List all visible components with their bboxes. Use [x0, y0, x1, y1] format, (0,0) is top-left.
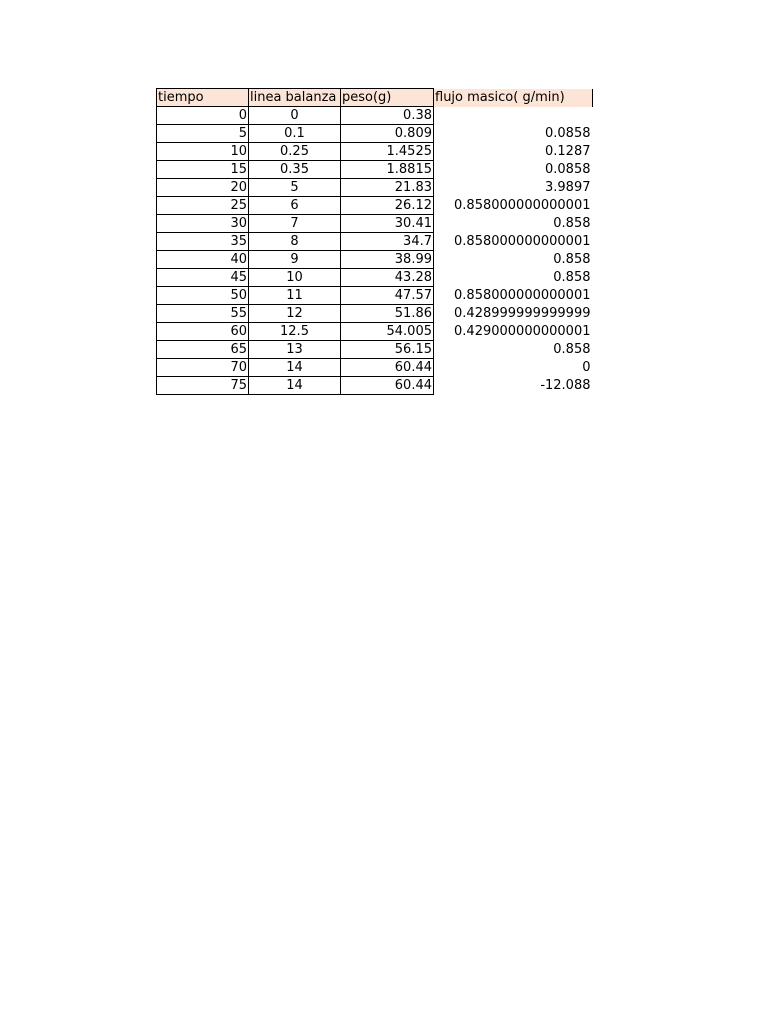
cell-flujo-masico[interactable]: 0.858 [553, 342, 591, 357]
table-row [157, 287, 593, 305]
header-row [157, 89, 593, 107]
table-row [157, 125, 593, 143]
cell-tiempo[interactable]: 75 [157, 377, 249, 395]
table-row [157, 323, 593, 341]
cell-linea-balanza[interactable]: 0.1 [249, 125, 341, 143]
cell-tiempo[interactable]: 0 [157, 107, 249, 125]
table-row [157, 197, 593, 215]
cell-linea-balanza[interactable]: 9 [249, 251, 341, 269]
cell-peso[interactable]: 1.4525 [341, 143, 434, 161]
header-linea-balanza[interactable]: linea balanza [249, 89, 341, 107]
cell-tiempo[interactable]: 45 [157, 269, 249, 287]
cell-peso[interactable]: 60.44 [341, 359, 434, 377]
cell-flujo-masico[interactable]: 0.1287 [545, 144, 591, 159]
cell-peso[interactable]: 0.38 [341, 107, 434, 125]
cell-tiempo[interactable]: 40 [157, 251, 249, 269]
cell-tiempo[interactable]: 35 [157, 233, 249, 251]
table-row [157, 251, 593, 269]
table-row [157, 377, 593, 395]
cell-tiempo[interactable]: 30 [157, 215, 249, 233]
cell-linea-balanza[interactable]: 11 [249, 287, 341, 305]
cell-linea-balanza[interactable]: 14 [249, 359, 341, 377]
table-row [157, 107, 593, 125]
cell-flujo-masico[interactable]: 0.0858 [545, 162, 591, 177]
cell-peso[interactable]: 60.44 [341, 377, 434, 395]
cell-flujo-masico[interactable]: 0 [582, 360, 591, 375]
header-flujo-masico[interactable]: flujo masico( g/min) [434, 89, 593, 107]
cell-tiempo[interactable]: 70 [157, 359, 249, 377]
table-row [157, 143, 593, 161]
table-row [157, 269, 593, 287]
cell-linea-balanza[interactable]: 6 [249, 197, 341, 215]
cell-flujo-masico[interactable]: 0.858000000000001 [454, 198, 591, 213]
cell-peso[interactable]: 34.7 [341, 233, 434, 251]
table-row [157, 161, 593, 179]
cell-flujo-masico[interactable]: 0.0858 [545, 126, 591, 141]
cell-peso[interactable]: 43.28 [341, 269, 434, 287]
cell-tiempo[interactable]: 10 [157, 143, 249, 161]
cell-peso[interactable]: 56.15 [341, 341, 434, 359]
header-peso[interactable]: peso(g) [341, 89, 434, 107]
cell-linea-balanza[interactable]: 0.25 [249, 143, 341, 161]
cell-tiempo[interactable]: 20 [157, 179, 249, 197]
table-row [157, 341, 593, 359]
cell-peso[interactable]: 54.005 [341, 323, 434, 341]
table-row [157, 305, 593, 323]
cell-tiempo[interactable]: 15 [157, 161, 249, 179]
cell-peso[interactable]: 1.8815 [341, 161, 434, 179]
header-tiempo[interactable]: tiempo [157, 89, 249, 107]
cell-linea-balanza[interactable]: 12.5 [249, 323, 341, 341]
cell-tiempo[interactable]: 5 [157, 125, 249, 143]
cell-flujo-masico[interactable] [434, 107, 593, 125]
cell-linea-balanza[interactable]: 0 [249, 107, 341, 125]
cell-flujo-masico[interactable]: 0.858000000000001 [454, 288, 591, 303]
cell-tiempo[interactable]: 60 [157, 323, 249, 341]
cell-linea-balanza[interactable]: 13 [249, 341, 341, 359]
cell-linea-balanza[interactable]: 5 [249, 179, 341, 197]
cell-flujo-masico[interactable]: 0.858 [553, 270, 591, 285]
cell-peso[interactable]: 51.86 [341, 305, 434, 323]
table-row [157, 179, 593, 197]
data-table [156, 88, 593, 395]
cell-flujo-masico[interactable]: 3.9897 [545, 180, 591, 195]
cell-tiempo[interactable]: 65 [157, 341, 249, 359]
cell-tiempo[interactable]: 25 [157, 197, 249, 215]
cell-flujo-masico[interactable]: 0.428999999999999 [454, 306, 591, 321]
table-row [157, 233, 593, 251]
cell-tiempo[interactable]: 55 [157, 305, 249, 323]
cell-flujo-masico[interactable]: 0.858 [553, 252, 591, 267]
table-row [157, 359, 593, 377]
cell-linea-balanza[interactable]: 8 [249, 233, 341, 251]
cell-flujo-masico[interactable]: 0.429000000000001 [454, 324, 591, 339]
cell-tiempo[interactable]: 50 [157, 287, 249, 305]
cell-linea-balanza[interactable]: 12 [249, 305, 341, 323]
cell-peso[interactable]: 21.83 [341, 179, 434, 197]
cell-linea-balanza[interactable]: 10 [249, 269, 341, 287]
cell-peso[interactable]: 26.12 [341, 197, 434, 215]
cell-linea-balanza[interactable]: 14 [249, 377, 341, 395]
cell-peso[interactable]: 30.41 [341, 215, 434, 233]
cell-peso[interactable]: 47.57 [341, 287, 434, 305]
cell-flujo-masico[interactable]: 0.858 [553, 216, 591, 231]
cell-linea-balanza[interactable]: 7 [249, 215, 341, 233]
cell-peso[interactable]: 38.99 [341, 251, 434, 269]
table-row [157, 215, 593, 233]
cell-flujo-masico[interactable]: 0.858000000000001 [454, 234, 591, 249]
cell-peso[interactable]: 0.809 [341, 125, 434, 143]
cell-flujo-masico[interactable]: -12.088 [540, 378, 591, 393]
cell-linea-balanza[interactable]: 0.35 [249, 161, 341, 179]
